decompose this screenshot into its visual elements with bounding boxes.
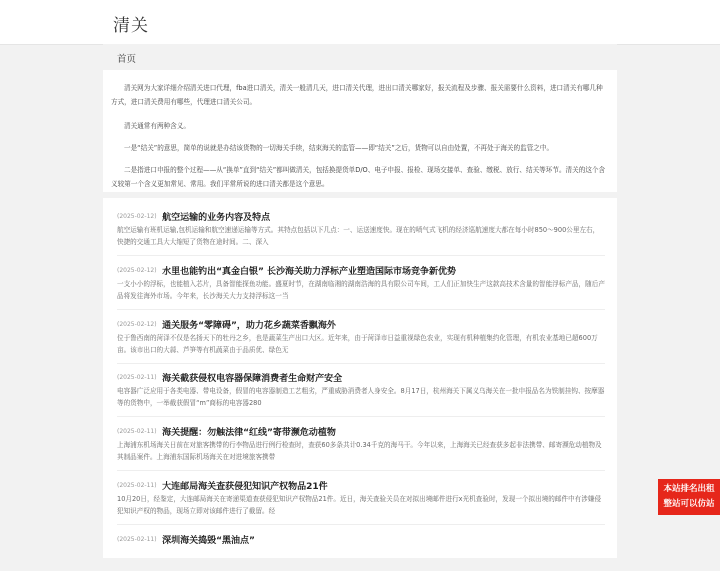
article-date: (2025-02-11) <box>117 482 157 489</box>
list-item <box>117 421 605 463</box>
list-item <box>117 529 605 571</box>
article-date: (2025-02-11) <box>117 374 157 381</box>
article-summary: 航空运输有班机运输,包机运输和航空速递运输等方式。其特点包括以下几点：一、运送速度快。现在的喷气式飞机的经济巡航速度大都在每小时850～900公里左右，快捷的交通工具大大缩短了货物在途时间。二、深入 <box>117 226 600 246</box>
divider <box>117 255 605 256</box>
site-header <box>0 0 720 45</box>
article-title-link[interactable]: 通关服务“零障碍”，助力花乡蔬菜香飘海外 <box>162 321 336 330</box>
ad-line: 本站排名出租 <box>663 484 715 494</box>
list-item <box>117 367 605 409</box>
ad-banner[interactable] <box>658 479 720 515</box>
divider <box>117 309 605 310</box>
article-title-link[interactable]: 海关截获侵权电容器保障消费者生命财产安全 <box>162 374 343 383</box>
divider <box>117 363 605 364</box>
intro-paragraph: 一是“结关”的意思，简单的说就是办结该货物的一切海关手续，结束海关的监管——即“结关”之后，货物可以自由处置，不再处于海关的监管之中。 <box>124 144 554 152</box>
article-summary: 上海浦东机场海关日前在对旅客携带的行李物品进行例行检查时，查获60多条共计0.34千克的海马干。今年以来，上海海关已经查获多起非法携带、邮寄濒危动植物及其制品案件。上海浦东国际机场海关在对进境旅客携带 <box>117 441 602 461</box>
nav-bar <box>103 44 617 70</box>
intro-paragraph: 清关网为大家详细介绍清关进口代理，fba进口清关，清关一般清几天，进口清关代理，进出口清关哪家好，报关流程及步骤、报关需要什么资料，进口清关有哪几种方式，进口清关费用有哪些，代理进口清关公司。 <box>111 84 603 106</box>
list-item <box>117 206 605 248</box>
article-title-link[interactable]: 大连邮局海关查获侵犯知识产权物品21件 <box>162 482 328 491</box>
divider <box>117 524 605 525</box>
article-date: (2025-02-12) <box>117 213 157 220</box>
divider <box>117 470 605 471</box>
article-summary: 电容器广泛应用于各类电器、带电设备，假冒的电容器制造工艺粗劣，严重威胁消费者人身安全。8月17日，杭州海关下属义乌海关在一批申报品名为铁制挂钩、按摩器等的货物中，一举截获假冒“m”商标的电容器280 <box>117 387 605 407</box>
nav-home-link[interactable]: 首页 <box>117 54 137 65</box>
site-title[interactable]: 清关 <box>113 16 149 36</box>
list-item <box>117 475 605 517</box>
article-summary <box>117 548 605 571</box>
article-summary: 位于鲁西南的菏泽不仅是名扬天下的牡丹之乡，也是蔬菜生产出口大区。近年来，由于菏泽市日益重视绿色农业，实现有机种植集约化管理，有机农业基地已超600万亩。该市出口的大蒜、芦笋等有机蔬菜由于品质优、绿色无 <box>117 334 598 354</box>
intro-paragraph: 二是指进口申报的整个过程——从“换单”直到“结关”都叫做清关，包括换提货单D/O、电子申报、报检、现场交接单、查验、缴税、放行、结关等环节。清关的这个含义较第一个含义更加常见、常用。我们平常所说的进口清关都是这个意思。 <box>111 166 606 188</box>
article-title-link[interactable]: 水里也能钓出“真金白银” 长沙海关助力浮标产业塑造国际市场竞争新优势 <box>162 267 457 276</box>
article-date: (2025-02-12) <box>117 267 157 274</box>
article-summary: 一支小小的浮标，也能植入芯片，具备智能探鱼功能。盛夏时节，在湖南临湘的湖南浩海的具有限公司车间，工人们正加快生产这款高技术含量的智能浮标产品，随后产品将发往海外市场。今年来，长沙海关大力支持浮标这一当 <box>117 280 605 300</box>
article-list <box>103 198 617 558</box>
article-summary: 10月20日，经鉴定，大连邮局海关在寄递渠道查获侵犯知识产权物品21件。近日，海关查验关员在对拟出境邮件进行x光机查验时，发现一个拟出境的邮件中有涉嫌侵犯知识产权的物品，现场立即对该邮件进行了截留。经 <box>117 495 602 515</box>
ad-line: 整站可以仿站 <box>663 499 715 509</box>
article-date: (2025-02-11) <box>117 536 157 543</box>
article-date: (2025-02-12) <box>117 321 157 328</box>
intro-paragraph: 清关通常有两种含义。 <box>124 122 190 130</box>
list-item <box>117 260 605 302</box>
article-date: (2025-02-11) <box>117 428 157 435</box>
divider <box>117 416 605 417</box>
article-title-link[interactable]: 海关提醒：勿触法律“红线”寄带濒危动植物 <box>162 428 336 437</box>
list-item <box>117 314 605 356</box>
article-title-link[interactable]: 深圳海关捣毁“黑油点” <box>162 536 255 545</box>
intro-panel <box>103 70 617 192</box>
article-title-link[interactable]: 航空运输的业务内容及特点 <box>162 213 271 222</box>
